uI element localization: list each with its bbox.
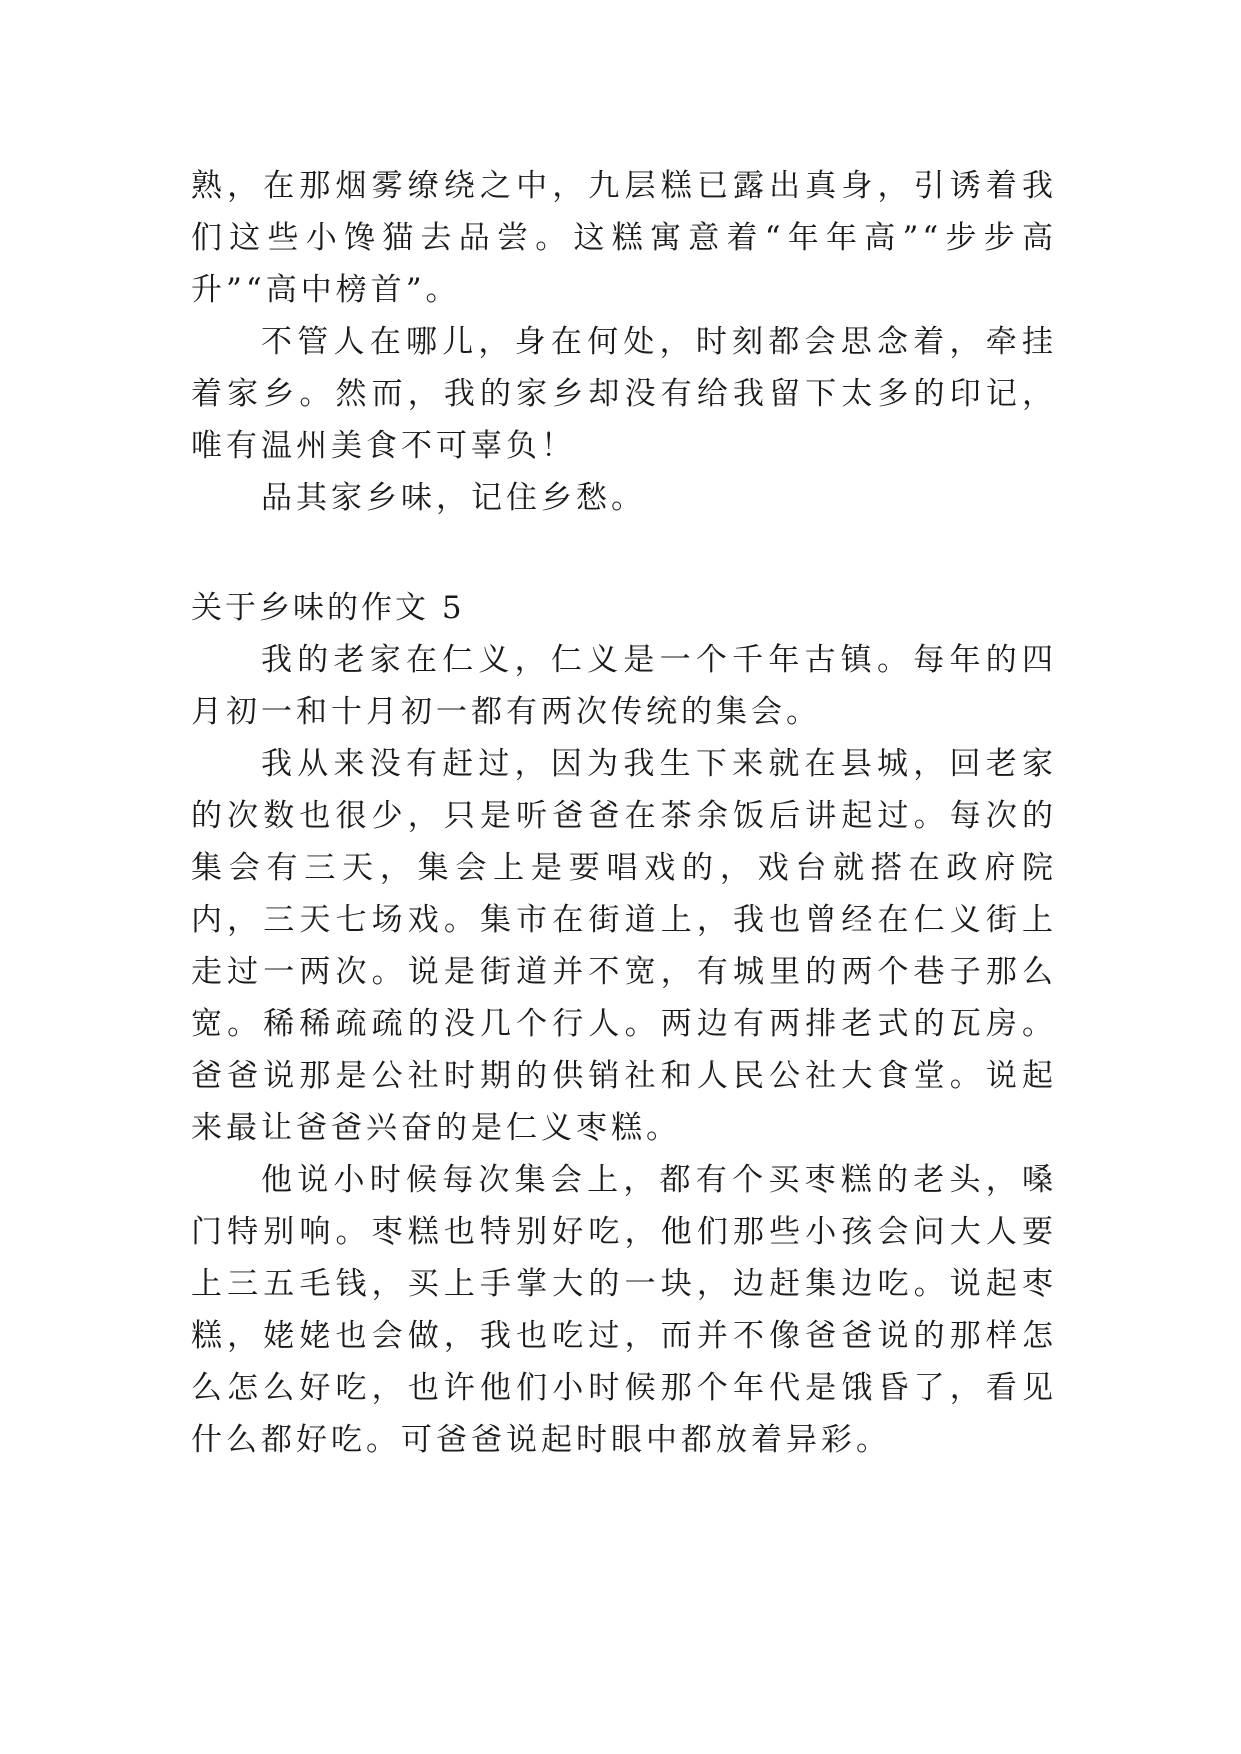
- paragraph: 不管人在哪儿，身在何处，时刻都会思念着，牵挂着家乡。然而，我的家乡却没有给我留下太多的印记，唯有温州美食不可辜负！: [191, 324, 1057, 464]
- paragraph: 他说小时候每次集会上，都有个买枣糕的老头，嗓门特别响。枣糕也特别好吃，他们那些小孩会问大人要上三五毛钱，买上手掌大的一块，边赶集边吃。说起枣糕，姥姥也会做，我也吃过，而并不像爸爸说的那样怎么怎么好吃，也许他们小时候那个年代是饿昏了，看见什么都好吃。可爸爸说起时眼中都放着异彩。: [191, 1162, 1057, 1458]
- paragraph: 我的老家在仁义，仁义是一个千年古镇。每年的四月初一和十月初一都有两次传统的集会。: [191, 642, 1057, 730]
- paragraph: 我从来没有赶过，因为我生下来就在县城，回老家的次数也很少，只是听爸爸在茶余饭后讲起过。每次的集会有三天，集会上是要唱戏的，戏台就搭在政府院内，三天七场戏。集市在街道上，我也曾经在仁义街上走过一两次。说是街道并不宽，有城里的两个巷子那么宽。稀稀疏疏的没几个行人。两边有两排老式的瓦房。爸爸说那是公社时期的供销社和人民公社大食堂。说起来最让爸爸兴奋的是仁义枣糕。: [191, 746, 1057, 1146]
- document-body: [191, 160, 1057, 1466]
- paragraph-continued: 熟，在那烟雾缭绕之中，九层糕已露出真身，引诱着我们这些小馋猫去品尝。这糕寓意着“年年高”“步步高升”“高中榜首”。: [191, 168, 1057, 308]
- section-title: 关于乡味的作文 5: [191, 590, 465, 626]
- paragraph: 品其家乡味，记住乡愁。: [261, 480, 646, 516]
